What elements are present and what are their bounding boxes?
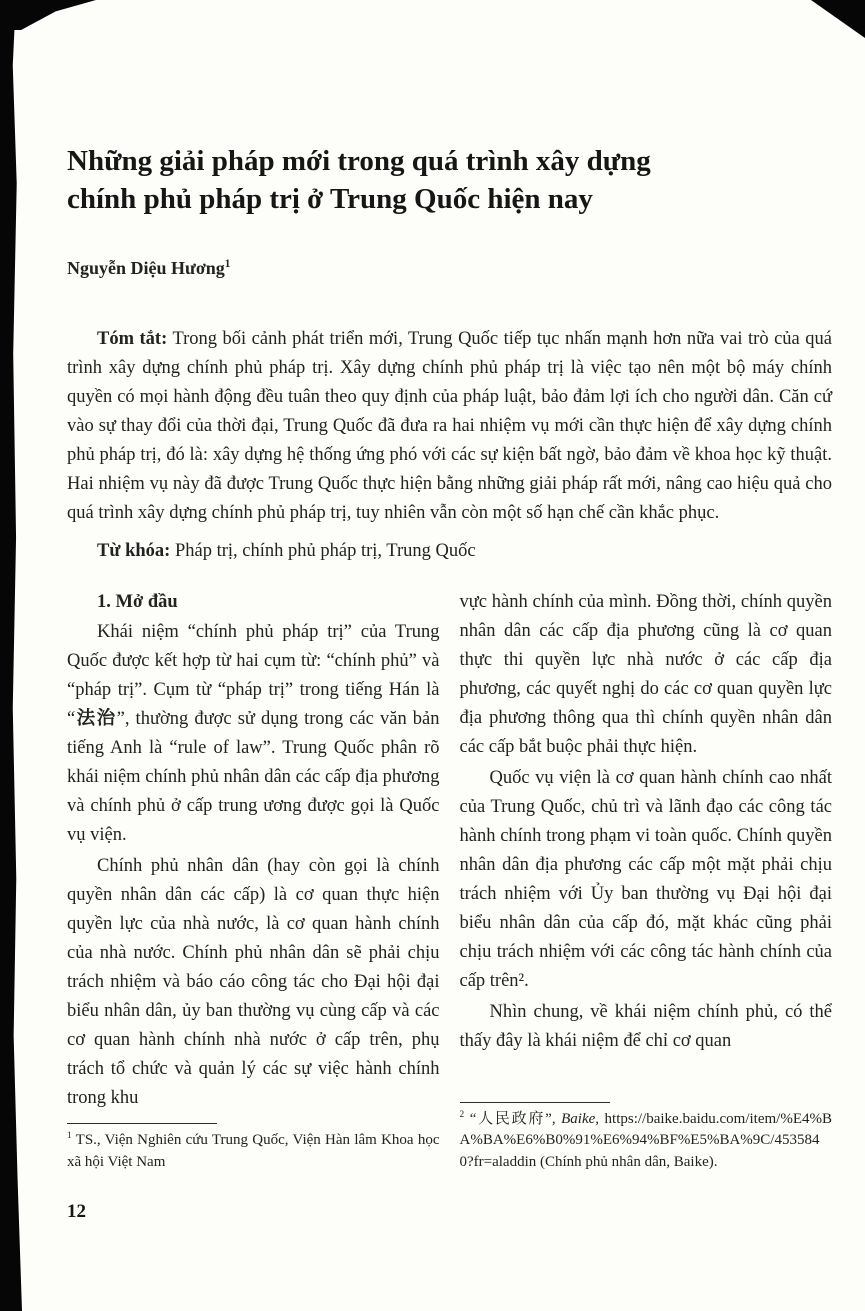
abstract-paragraph — [67, 325, 832, 528]
footnote-2 — [460, 1109, 833, 1174]
author-name: Nguyễn Diệu Hương — [67, 258, 225, 278]
footnote-1-text: TS., Viện Nghiên cứu Trung Quốc, Viện Hàn lâm Khoa học xã hội Việt Nam — [67, 1132, 440, 1170]
footnote-2-ref: 2 — [459, 1109, 465, 1120]
right-footnote-area — [460, 1094, 833, 1174]
footnote-separator-left — [67, 1123, 217, 1124]
keywords-label: Từ khóa: — [97, 541, 171, 561]
left-column — [67, 588, 440, 1173]
keywords-text: Pháp trị, chính phủ pháp trị, Trung Quốc — [174, 541, 476, 561]
footnote-1-ref: 1 — [67, 1131, 72, 1141]
keywords-line — [67, 537, 832, 566]
right-paragraph-3: Nhìn chung, về khái niệm chính phủ, có thể thấy đây là khái niệm để chỉ cơ quan — [459, 1002, 832, 1051]
right-column — [460, 588, 833, 1173]
two-column-body — [67, 588, 832, 1173]
left-paragraph-2: Chính phủ nhân dân (hay còn gọi là chính quyền nhân dân các cấp) là cơ quan thực hiện quyền lực của nhà nước, là cơ quan hành chính của nhà nước. Chính phủ nhân dân sẽ phải chịu trách nhiệm và báo cáo công tác cho Đại hội đại biểu nhân dân, ủy ban thường vụ cùng cấp và các cơ quan hành chính nhà nước ở cấp trên, phụ trách tổ chức và quản lý các sự việc hành chính trong khu — [67, 856, 440, 1108]
right-paragraph-2: Quốc vụ viện là cơ quan hành chính cao nhất của Trung Quốc, chủ trì và lãnh đạo các công tác hành chính trong phạm vi toàn quốc. Chính quyền nhân dân địa phương các cấp một mặt phải chịu trách nhiệm với Ủy ban thường vụ Đại hội đại biểu nhân dân của cấp đó, mặt khác cũng phải chịu trách nhiệm với các công tác hành chính của cấp trên². — [459, 768, 832, 991]
article-title-line2: chính phủ pháp trị ở Trung Quốc hiện nay — [67, 183, 593, 215]
article-title — [67, 142, 832, 218]
left-p1-text-a: Khái niệm “chính phủ pháp trị” của Trung Quốc được kết hợp từ hai cụm từ: “chính phủ” và “pháp trị”. Cụm từ “pháp trị” trong tiếng Hán là “ — [67, 622, 440, 729]
article-title-line1: Những giải pháp mới trong quá trình xây dựng — [67, 145, 651, 177]
author-line — [67, 258, 832, 279]
footnote-2-text-a: “人民政府”, — [469, 1110, 562, 1127]
section-1-heading: 1. Mở đầu — [97, 592, 178, 612]
footnote-2-text-b: , https://baike.baidu.com/item/%E4%BA%BA%E6%B0%91%E6%94%BF%E5%BA%9C/4535840?fr=aladdin (Chính phủ nhân dân, Baike). — [459, 1110, 832, 1170]
left-footnote-area — [67, 1115, 440, 1173]
footnote-2-source-italic: Baike — [561, 1110, 596, 1127]
page-number: 12 — [67, 1201, 86, 1222]
footnote-1 — [67, 1130, 440, 1173]
author-footnote-ref: 1 — [224, 258, 231, 270]
abstract-label: Tóm tắt: — [97, 329, 168, 349]
abstract-text: Trong bối cảnh phát triển mới, Trung Quốc tiếp tục nhấn mạnh hơn nữa vai trò của quá trình xây dựng chính phủ pháp trị. Xây dựng chính phủ pháp trị là việc tạo nên một bộ máy chính quyền có mọi hành động đều tuân theo quy định của pháp luật, bảo đảm lợi ích cho người dân. Căn cứ vào sự thay đổi của thời đại, Trung Quốc đã đưa ra hai nhiệm vụ mới cần thực hiện để xây dựng chính phủ pháp trị, đó là: xây dựng hệ thống ứng phó với các sự kiện bất ngờ, bảo đảm về khoa học kỹ thuật. Hai nhiệm vụ này đã được Trung Quốc thực hiện bằng những giải pháp rất mới, nâng cao hiệu quả cho quá trình xây dựng chính phủ pháp trị, tuy nhiên vẫn còn một số hạn chế cần khắc phục. — [67, 329, 832, 523]
footnote-separator-right — [460, 1102, 610, 1103]
left-paragraph-1 — [67, 618, 440, 850]
left-p1-text-b: ”, thường được sử dụng trong các văn bản tiếng Anh là “rule of law”. Trung Quốc phân rõ khái niệm chính phủ nhân dân các cấp địa phương và chính phủ ở cấp trung ương được gọi là Quốc vụ viện. — [67, 709, 440, 845]
right-paragraph-1: vực hành chính của mình. Đồng thời, chính quyền nhân dân các cấp địa phương cũng là cơ quan thực thi quyền lực nhà nước ở các cấp địa phương, các quyết nghị do các cơ quan quyền lực địa phương thông qua thì chính quyền nhân dân các cấp bắt buộc phải thực hiện. — [459, 592, 832, 757]
chinese-term-fazhi: 法治 — [75, 709, 117, 729]
